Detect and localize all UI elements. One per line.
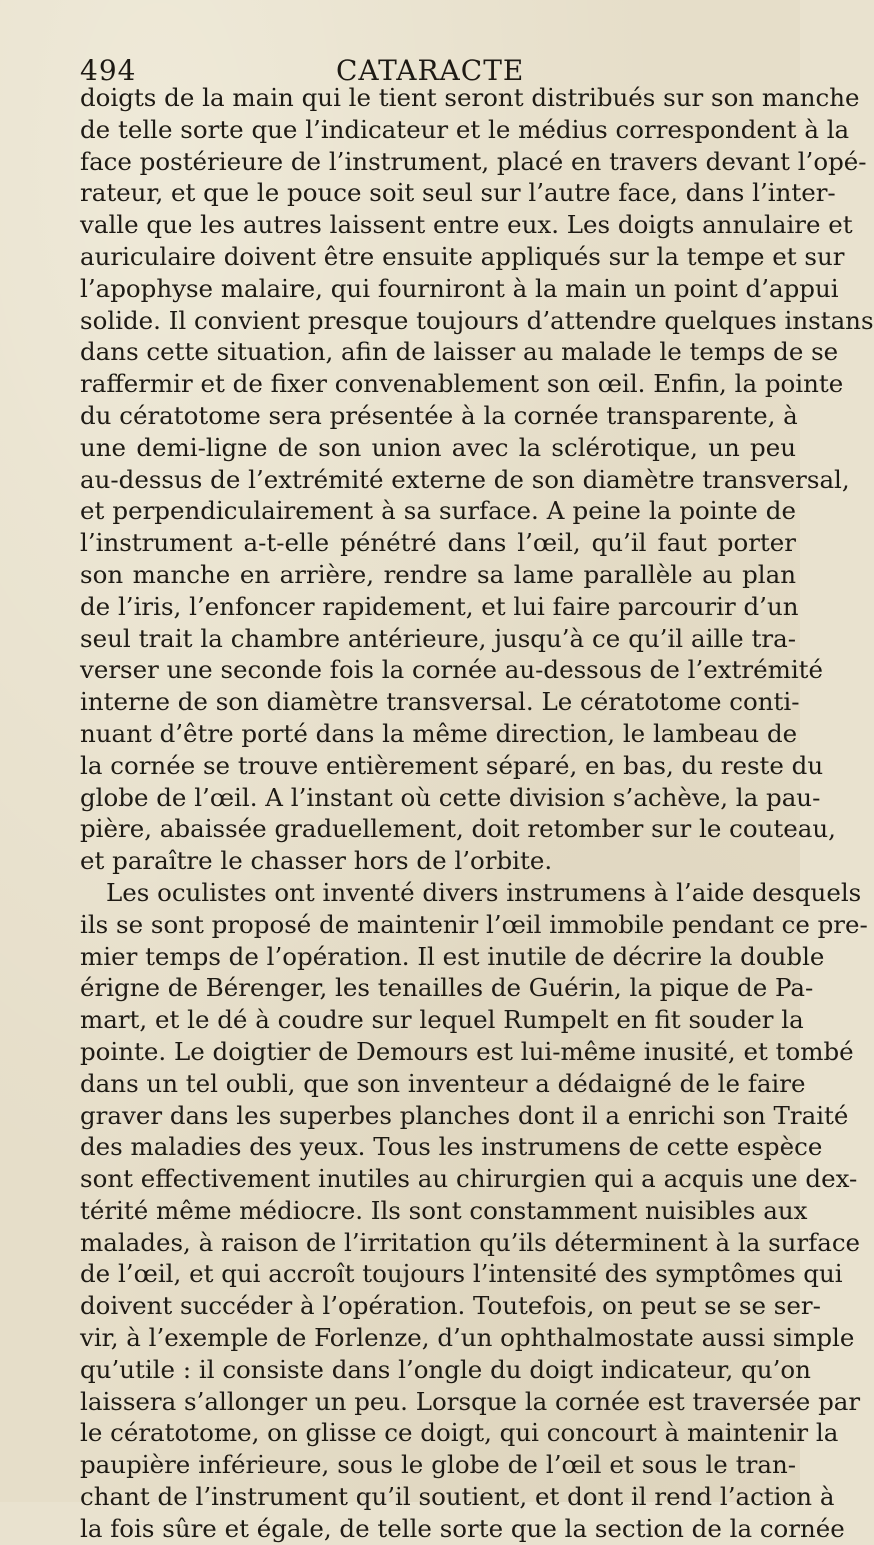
text-line: doivent succéder à l’opération. Toutefois, on peut se se ser- [80,1291,821,1321]
text-line: des maladies des yeux. Tous les instrumens de cette espèce [80,1132,823,1162]
text-line: du cératotome sera présentée à la cornée transparente, à [80,400,798,430]
running-title: CATARACTE [336,54,525,87]
text-line: valle que les autres laissent entre eux. Les doigts annulaire et [80,210,853,240]
text-line: térité même médiocre. Ils sont constamment nuisibles aux [80,1195,808,1225]
text-line: l’instrument a-t-elle pénétré dans l’œil, qu’il faut porter [80,528,796,558]
text-line: mier temps de l’opération. Il est inutile de décrire la double [80,941,825,971]
text-line: le cératotome, on glisse ce doigt, qui concourt à maintenir la [80,1418,839,1448]
text-line: dans un tel oubli, que son inventeur a dédaigné de le faire [80,1068,806,1098]
text-line: nuant d’être porté dans la même direction, le lambeau de [80,718,798,748]
text-line: seul trait la chambre antérieure, jusqu’à ce qu’il aille tra- [80,623,796,653]
text-line: l’apophyse malaire, qui fourniront à la main un point d’appui [80,273,839,303]
text-line: qu’utile : il consiste dans l’ongle du doigt indicateur, qu’on [80,1354,811,1384]
paragraph-end-line: et paraître le chasser hors de l’orbite. [80,846,553,876]
text-line: au-dessus de l’extrémité externe de son diamètre transversal, [80,464,850,494]
text-line: vir, à l’exemple de Forlenze, d’un ophthalmostate aussi simple [80,1323,855,1353]
text-line: la fois sûre et égale, de telle sorte que la section de la cornée [80,1513,845,1543]
text-line: auriculaire doivent être ensuite appliqués sur la tempe et sur [80,241,845,271]
text-line: laissera s’allonger un peu. Lorsque la cornée est traversée par [80,1386,861,1416]
text-line: mart, et le dé à coudre sur lequel Rumpelt en fit souder la [80,1005,804,1035]
text-line: dans cette situation, afin de laisser au malade le temps de se [80,337,839,367]
text-line: verser une seconde fois la cornée au-dessous de l’extrémité [80,655,824,685]
text-line: érigne de Bérenger, les tenailles de Guérin, la pique de Pa- [80,973,814,1003]
text-line: de l’œil, et qui accroît toujours l’intensité des symptômes qui [80,1259,843,1289]
page-number: 494 [80,54,137,87]
paragraph-start-line: Les oculistes ont inventé divers instrumens à l’aide desquels [106,877,862,907]
text-line: globe de l’œil. A l’instant où cette division s’achève, la pau- [80,782,821,812]
text-line: interne de son diamètre transversal. Le cératotome conti- [80,687,800,717]
text-line: rateur, et que le pouce soit seul sur l’autre face, dans l’inter- [80,178,836,208]
text-line: graver dans les superbes planches dont il a enrichi son Traité [80,1100,849,1130]
text-line: doigts de la main qui le tient seront distribués sur son manche [80,83,860,112]
text-line: chant de l’instrument qu’il soutient, et dont il rend l’action à [80,1482,835,1512]
text-line: raffermir et de fixer convenablement son œil. Enfin, la pointe [80,369,844,399]
text-line: paupière inférieure, sous le globe de l’œil et sous le tran- [80,1450,796,1480]
text-line: de l’iris, l’enfoncer rapidement, et lui faire parcourir d’un [80,591,799,621]
text-line: sont effectivement inutiles au chirurgien qui a acquis une dex- [80,1164,858,1194]
text-line: son manche en arrière, rendre sa lame parallèle au plan [80,559,796,589]
text-line: et perpendiculairement à sa surface. A peine la pointe de [80,496,796,526]
text-line: malades, à raison de l’irritation qu’ils déterminent à la surface [80,1227,861,1257]
text-line: face postérieure de l’instrument, placé en travers devant l’opé- [80,146,867,176]
text-line: une demi-ligne de son union avec la sclérotique, un peu [80,432,796,462]
text-line: pointe. Le doigtier de Demours est lui-même inusité, et tombé [80,1036,854,1066]
text-line: la cornée se trouve entièrement séparé, en bas, du reste du [80,750,824,780]
text-line: solide. Il convient presque toujours d’attendre quelques instans [80,305,874,335]
text-line: pière, abaissée graduellement, doit retomber sur le couteau, [80,814,836,844]
text-line: de telle sorte que l’indicateur et le médius correspondent à la [80,114,850,144]
body-text [80,82,874,1545]
text-line: ils se sont proposé de maintenir l’œil immobile pendant ce pre- [80,909,868,939]
